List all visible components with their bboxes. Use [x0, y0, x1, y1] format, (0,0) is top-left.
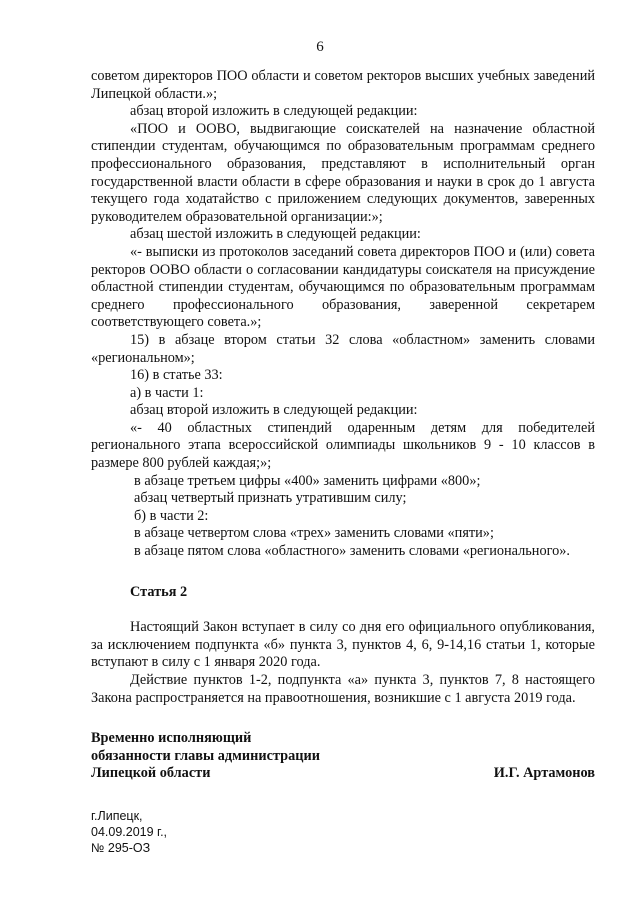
paragraph-amendment: абзац четвертый признать утратившим силу; [134, 490, 407, 507]
paragraph-subitem-a: а) в части 1: [130, 384, 204, 401]
paragraph-quoted-text: «- 40 областных стипендий одаренным детям для победителей регионального этапа всероссийской олимпиады школьников 9 - 10 классов в размере 800 рублей каждая;»; [91, 419, 595, 472]
paragraph-amendment-intro: абзац второй изложить в следующей редакции: [130, 103, 418, 120]
article-paragraph: Настоящий Закон вступает в силу со дня его официального опубликования, за исключением подпункта «б» пункта 3, пунктов 4, 6, 9-14,16 статьи 1, которые вступают в силу с 1 января 2020 года. [91, 619, 595, 671]
meta-date: 04.09.2019 г., [91, 825, 168, 839]
signer-title-line: Липецкой области [91, 765, 211, 782]
document-body [91, 68, 595, 707]
meta-number: № 295-ОЗ [91, 841, 151, 855]
paragraph-amendment-intro: абзац второй изложить в следующей редакции: [130, 402, 418, 419]
signer-title-line: обязанности главы администрации [91, 747, 320, 764]
page-number: 6 [316, 39, 324, 55]
signer-name: И.Г. Артамонов [493, 765, 595, 782]
paragraph-quoted-text: «ПОО и ООВО, выдвигающие соискателей на назначение областной стипендии студентам, обучающимся по образовательным программам среднего профессионального образования, представляют в исполнительный орган государственной власти области в сфере образования и науки в срок до 1 августа текущего года ходатайство с приложением следующих документов, заверенных руководителем образовательной организации:»; [91, 120, 595, 225]
paragraph-amendment: в абзаце пятом слова «областного» заменить словами «регионального». [134, 543, 570, 560]
meta-city: г.Липецк, [91, 809, 143, 823]
paragraph-amendment: в абзаце третьем цифры «400» заменить цифрами «800»; [134, 472, 481, 489]
signer-title-line: Временно исполняющий [91, 730, 252, 746]
paragraph-quoted-text: «- выписки из протоколов заседаний совета директоров ПОО и (или) совета ректоров ООВО области о согласовании кандидатуры соискателя на присуждение областной стипендии студентам, обучающимся по образовательным программам среднего профессионального образования, заверенной секретарем соответствующего совета.»; [91, 243, 595, 331]
paragraph-subitem-b: б) в части 2: [134, 507, 209, 524]
signature-block [91, 730, 595, 783]
signer-row [91, 765, 595, 783]
paragraph-amendment-intro: абзац шестой изложить в следующей редакции: [130, 226, 421, 243]
paragraph-continuation: советом директоров ПОО области и советом ректоров высших учебных заведений Липецкой области.»; [91, 68, 595, 102]
article-heading: Статья 2 [130, 583, 188, 600]
paragraph-item-15: 15) в абзаце втором статьи 32 слова «областном» заменить словами «региональном»; [91, 331, 595, 366]
article-paragraph: Действие пунктов 1-2, подпункта «а» пункта 3, пунктов 7, 8 настоящего Закона распространяется на правоотношения, возникшие с 1 августа 2019 года. [91, 672, 595, 706]
paragraph-amendment: в абзаце четвертом слова «трех» заменить словами «пяти»; [134, 525, 494, 542]
document-meta [91, 808, 391, 856]
paragraph-item-16: 16) в статье 33: [130, 367, 223, 384]
